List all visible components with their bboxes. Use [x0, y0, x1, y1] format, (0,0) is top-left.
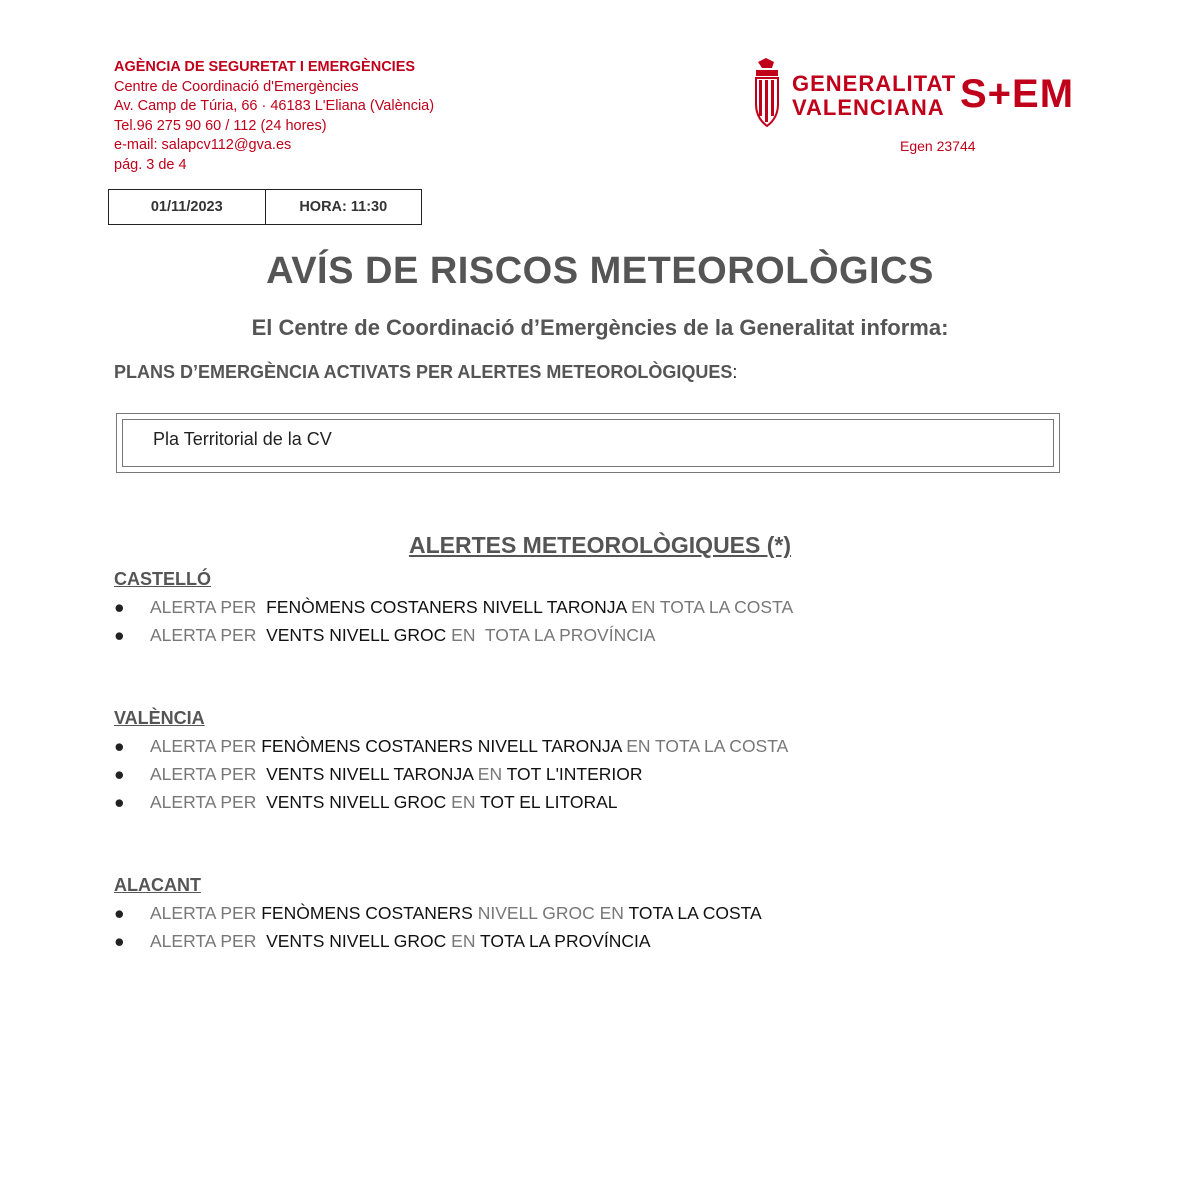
date-time-box [108, 189, 422, 225]
list-item [114, 764, 643, 785]
alert-prefix: ALERTA PER [150, 792, 267, 812]
alert-phenomenon: VENTS NIVELL GROC [266, 792, 447, 812]
alert-location: EN [446, 792, 481, 812]
alert-prefix: ALERTA PER [150, 597, 267, 617]
alert-phenomenon: VENTS NIVELL GROC [266, 625, 447, 645]
alert-area: TOT EL LITORAL [480, 792, 618, 812]
page-subtitle: El Centre de Coordinació d’Emergències de la Generalitat informa: [251, 315, 949, 340]
alert-location: EN [446, 931, 481, 951]
page-number: pág. 3 de 4 [114, 156, 187, 173]
sem-logo: S+EM [960, 72, 1075, 116]
alert-phenomenon: FENÒMENS COSTANERS NIVELL TARONJA [266, 597, 627, 617]
alert-phenomenon: VENTS NIVELL TARONJA [266, 764, 473, 784]
alert-location: EN TOTA LA COSTA [621, 736, 789, 756]
bullet-icon: ● [114, 792, 125, 812]
generalitat-logo [752, 58, 957, 128]
list-item [114, 736, 788, 757]
alert-prefix: ALERTA PER [150, 736, 262, 756]
generalitat-shield-icon [752, 58, 782, 128]
list-item [114, 903, 762, 924]
generalitat-word: GENERALITAT [792, 71, 957, 96]
province-castello: CASTELLÓ [114, 569, 211, 589]
email[interactable]: e-mail: salapcv112@gva.es [114, 137, 292, 153]
alert-area: TOT L'INTERIOR [506, 764, 643, 784]
agency-name: AGÈNCIA DE SEGURETAT I EMERGÈNCIES [114, 59, 416, 75]
time-cell: HORA: 11:30 [265, 190, 422, 224]
province-alacant: ALACANT [114, 875, 201, 895]
alerts-title [0, 532, 1200, 559]
plans-heading-colon: : [732, 362, 738, 382]
bullet-icon: ● [114, 625, 125, 645]
valenciana-word: VALENCIANA [792, 95, 945, 120]
alert-location: EN TOTA LA PROVÍNCIA [446, 625, 656, 645]
alert-phenomenon: FENÒMENS COSTANERS NIVELL TARONJA [261, 736, 622, 756]
alert-prefix: ALERTA PER [150, 903, 262, 923]
list-item [114, 792, 618, 813]
alert-location: EN TOTA LA COSTA [626, 597, 794, 617]
alert-location: EN [472, 764, 507, 784]
bullet-icon: ● [114, 597, 125, 617]
alerts-title-text: ALERTES METEOROLÒGIQUES (*) [408, 532, 792, 558]
plans-heading [114, 362, 737, 383]
alert-location: NIVELL GROC EN [472, 903, 629, 923]
alert-phenomenon: FENÒMENS COSTANERS [261, 903, 473, 923]
bullet-icon: ● [114, 736, 125, 756]
plans-heading-text: PLANS D’EMERGÈNCIA ACTIVATS PER ALERTES METEOROLÒGIQUES [114, 362, 733, 382]
bullet-icon: ● [114, 903, 125, 923]
page-title: AVÍS DE RISCOS METEOROLÒGICS [266, 250, 934, 292]
phone: Tel.96 275 90 60 / 112 (24 hores) [114, 117, 327, 134]
list-item [114, 625, 655, 646]
bullet-icon: ● [114, 764, 125, 784]
alert-prefix: ALERTA PER [150, 764, 267, 784]
alert-prefix: ALERTA PER [150, 625, 267, 645]
active-plan-text: Pla Territorial de la CV [153, 429, 332, 449]
list-item [114, 931, 651, 952]
address: Av. Camp de Túria, 66 · 46183 L'Eliana (València) [114, 98, 435, 114]
bullet-icon: ● [114, 931, 125, 951]
province-valencia: VALÈNCIA [114, 708, 205, 728]
list-item [114, 597, 793, 618]
centre-name: Centre de Coordinació d'Emergències [114, 78, 359, 95]
date-cell: 01/11/2023 [150, 199, 223, 215]
active-plan-box [116, 413, 1060, 473]
agency-header [114, 58, 434, 175]
egen-reference: Egen 23744 [900, 138, 976, 154]
alert-area: TOTA LA PROVÍNCIA [480, 931, 651, 951]
alert-area: TOTA LA COSTA [628, 903, 762, 923]
alert-phenomenon: VENTS NIVELL GROC [266, 931, 447, 951]
alert-prefix: ALERTA PER [150, 931, 267, 951]
